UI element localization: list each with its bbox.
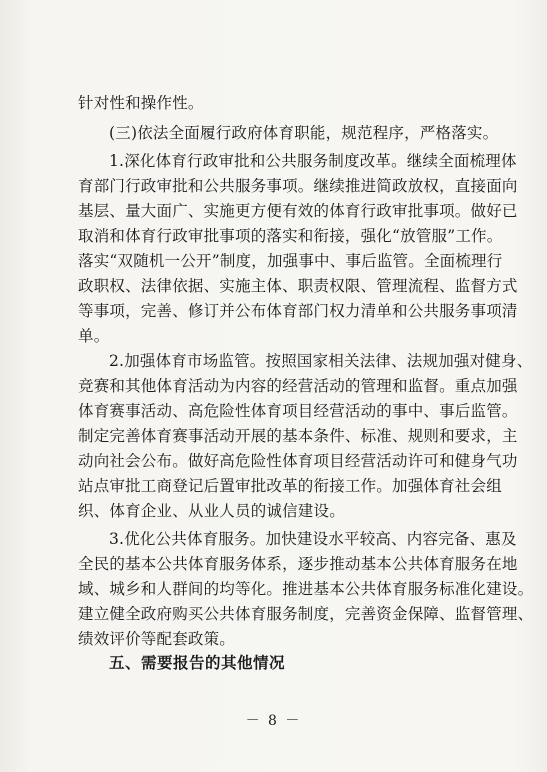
text-line: 政职权、法律依据、实施主体、职责权限、管理流程、监督方式 xyxy=(78,277,518,295)
text-line: 绩效评价等配套政策。 xyxy=(78,630,236,648)
paragraph-2 xyxy=(78,349,533,524)
text-line: 3.优化公共体育服务。加快建设水平较高、内容完备、惠及 xyxy=(109,530,517,548)
text-line: 域、城乡和人群间的均等化。推进基本公共体育服务标准化建设。 xyxy=(78,580,534,598)
section-heading-five: 五、需要报告的其他情况 xyxy=(109,654,286,672)
body-text xyxy=(78,121,499,146)
text-line: 取消和体育行政审批事项的落实和衔接，强化“放管服”工作。 xyxy=(78,227,503,245)
text-line: 全民的基本公共体育服务体系，逐步推动基本公共体育服务在地 xyxy=(78,555,518,573)
text-line: 制定完善体育赛事活动开展的基本条件、标准、规则和要求，主 xyxy=(78,427,518,445)
paragraph-3 xyxy=(78,527,534,652)
section-heading-three: (三)依法全面履行政府体育职能，规范程序，严格落实。 xyxy=(109,124,499,142)
text-line: 单。 xyxy=(78,327,110,345)
text-line: 站点审批工商登记后置审批改革的衔接工作。加强体育社会组 xyxy=(78,477,502,495)
text-line: 织、体育企业、从业人员的诚信建设。 xyxy=(78,502,345,520)
text-line: 育部门行政审批和公共服务事项。继续推进简政放权，直接面向 xyxy=(78,177,518,195)
text-line: 体育赛事活动、高危险性体育项目经营活动的事中、事后监管。 xyxy=(78,402,518,420)
text-line: 等事项，完善、修订并公布体育部门权力清单和公共服务事项清 xyxy=(78,302,518,320)
paragraph-1 xyxy=(78,149,518,349)
text-line: 落实“双随机一公开”制度，加强事中、事后监管。全面梳理行 xyxy=(78,252,503,270)
body-text xyxy=(78,91,470,116)
text-line: 竞赛和其他体育活动为内容的经营活动的管理和监督。重点加强 xyxy=(78,377,518,395)
page-number: － 8 － xyxy=(245,713,302,729)
text-line: 基层、量大面广、实施更方便有效的体育行政审批事项。做好已 xyxy=(78,202,518,220)
text-line: 2.加强体育市场监管。按照国家相关法律、法规加强对健身、 xyxy=(109,352,533,370)
text-line: 建立健全政府购买公共体育服务制度，完善资金保障、监督管理、 xyxy=(78,605,534,623)
text-line: 针对性和操作性。 xyxy=(78,94,204,112)
text-line: 1.深化体育行政审批和公共服务制度改革。继续全面梳理体 xyxy=(109,152,517,170)
text-line: 动向社会公布。做好高危险性体育项目经营活动许可和健身气功 xyxy=(78,452,518,470)
